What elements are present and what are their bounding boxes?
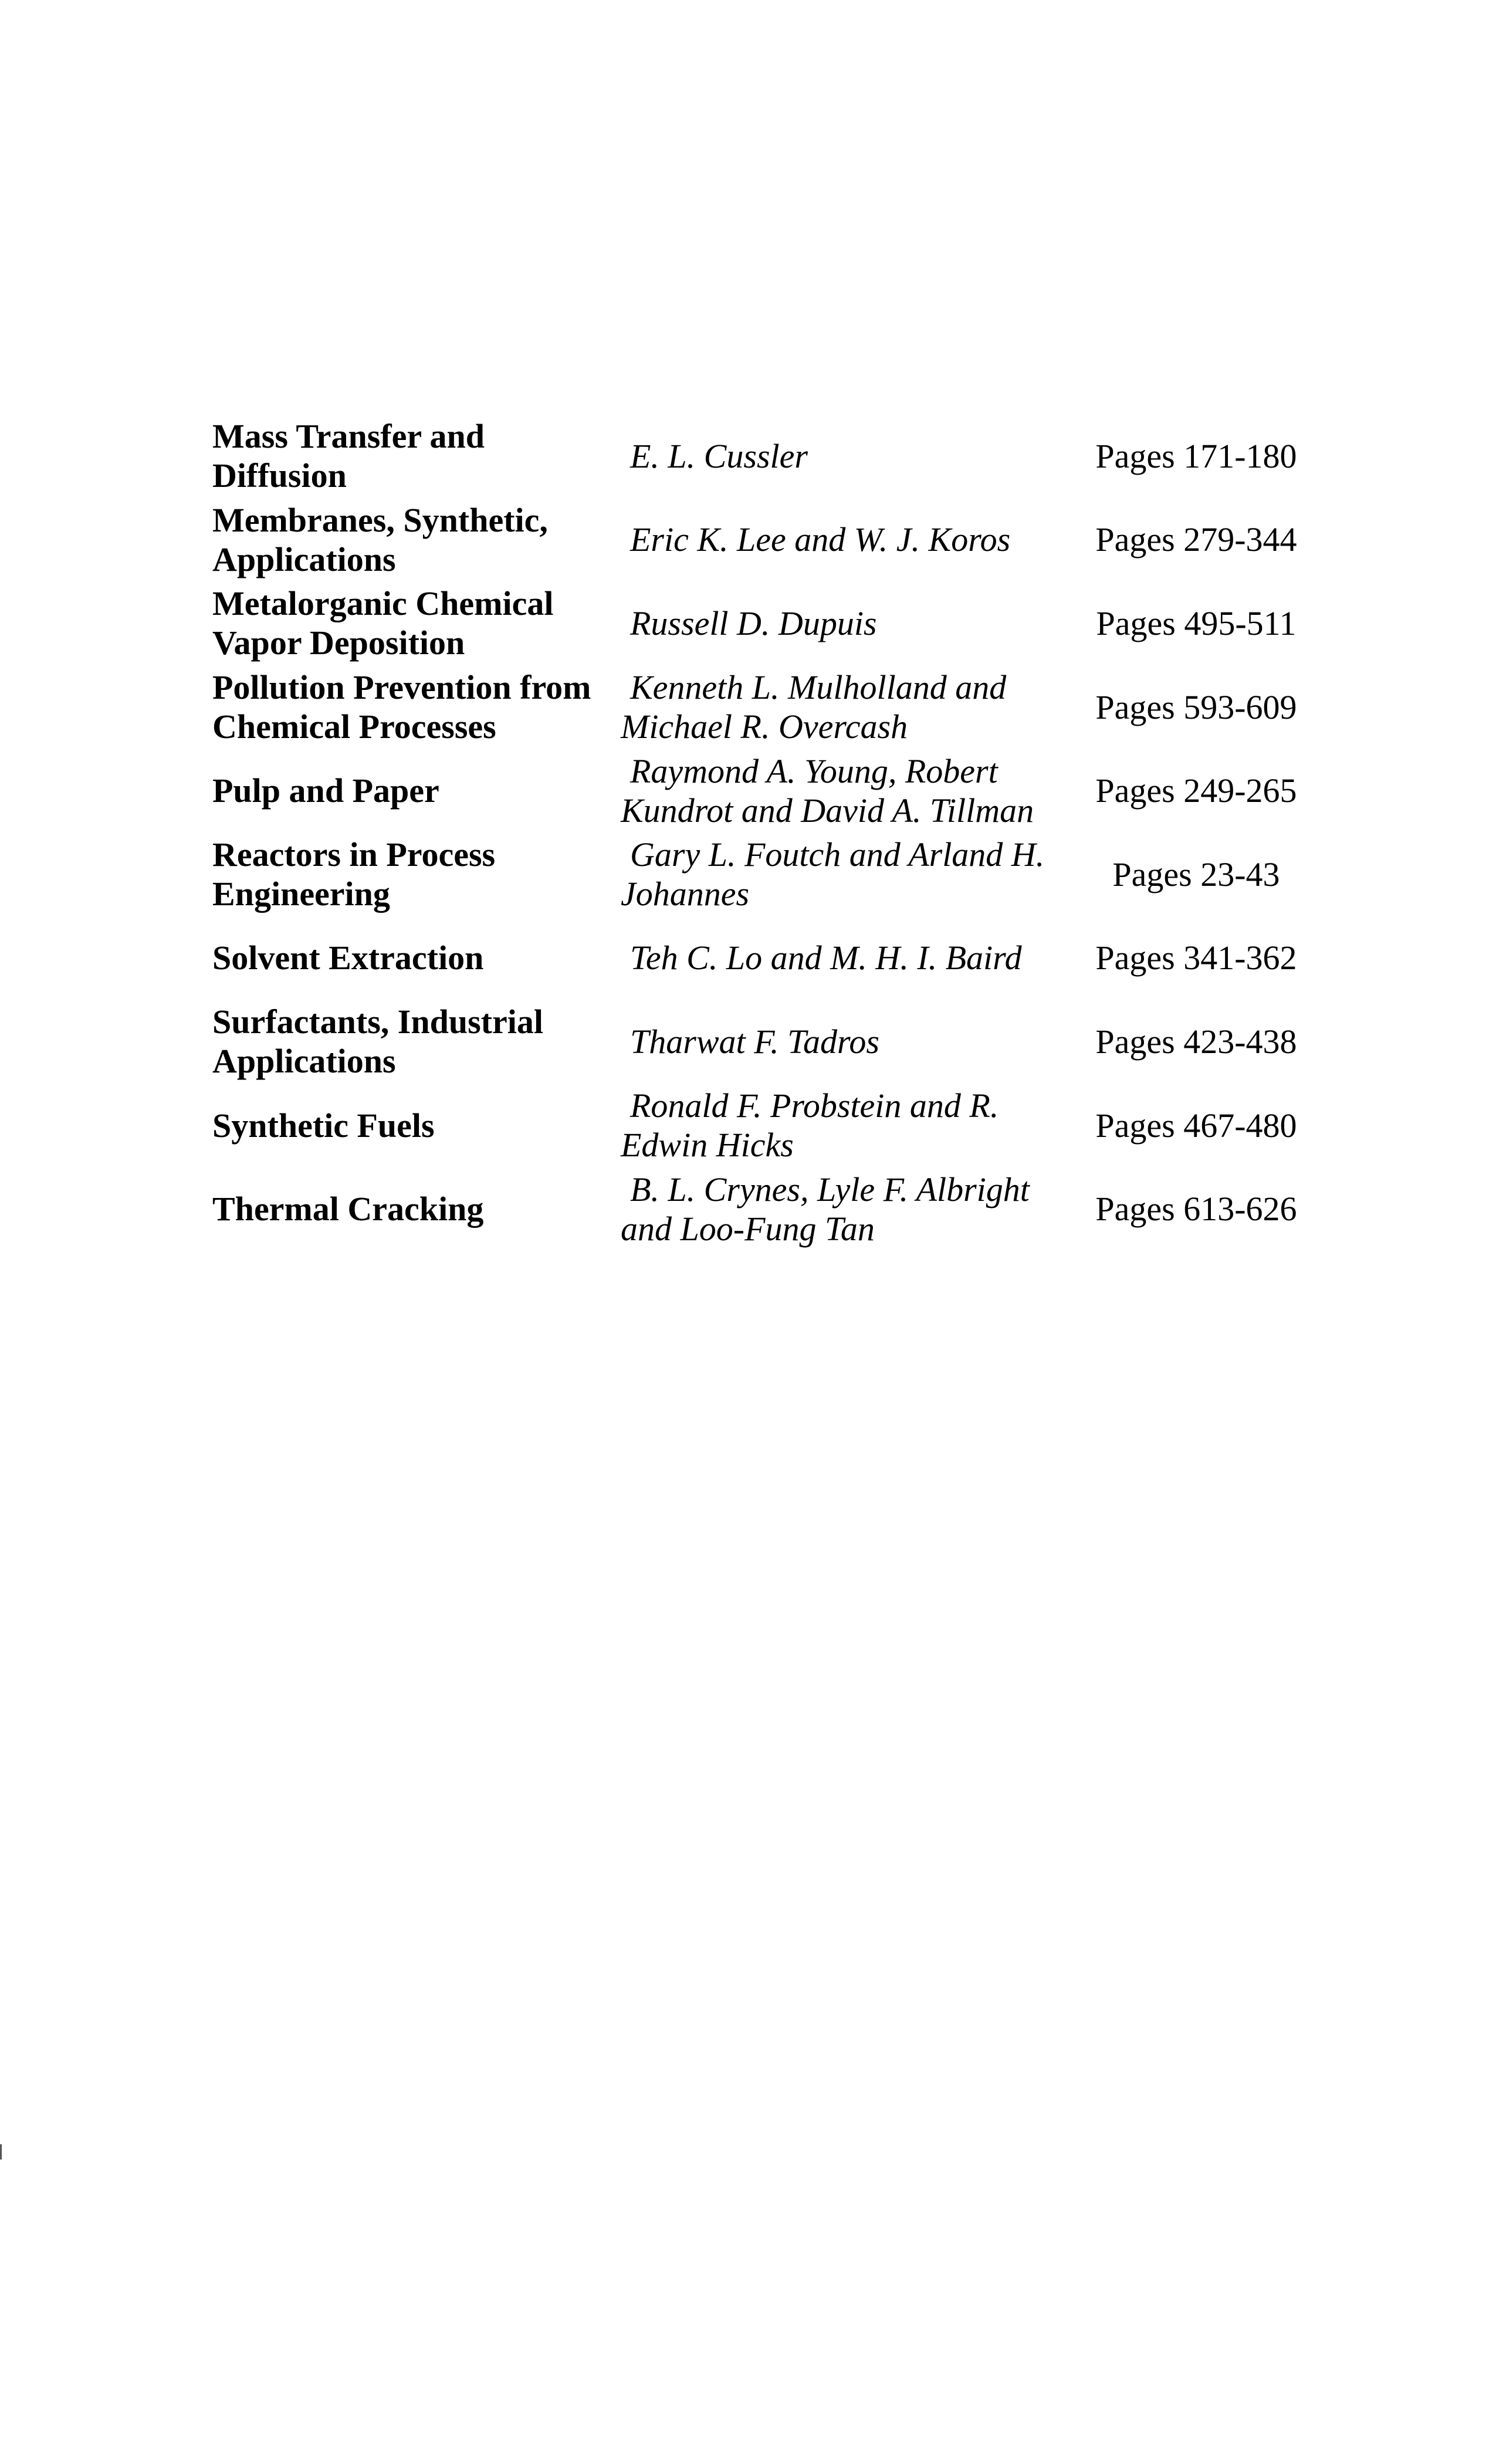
entry-author: B. L. Crynes, Lyle F. Albright and Loo-Fung Tan xyxy=(621,1170,1030,1248)
entry-pages: Pages 593-609 xyxy=(1095,688,1297,726)
entry-author: Eric K. Lee and W. J. Koros xyxy=(630,520,1011,559)
entry-author: Ronald F. Probstein and R. Edwin Hicks xyxy=(621,1087,999,1165)
entry-pages: Pages 467-480 xyxy=(1095,1106,1297,1145)
toc-entry xyxy=(212,916,1315,1000)
entry-author: Kenneth L. Mulholland and Michael R. Overcash xyxy=(621,668,1007,746)
entry-title: Pulp and Paper xyxy=(212,771,439,810)
entry-author: Russell D. Dupuis xyxy=(630,604,877,642)
entry-author: Tharwat F. Tadros xyxy=(630,1022,880,1061)
entry-title: Synthetic Fuels xyxy=(212,1106,435,1145)
entry-title: Metalorganic Chemical Vapor Deposition xyxy=(212,584,554,662)
entry-author: Raymond A. Young, Robert Kundrot and David A. Tillman xyxy=(621,752,1034,830)
entry-pages: Pages 279-344 xyxy=(1095,520,1297,559)
entry-pages: Pages 171-180 xyxy=(1095,436,1297,475)
entry-title: Reactors in Process Engineering xyxy=(212,835,496,913)
entry-pages: Pages 613-626 xyxy=(1095,1190,1297,1228)
entry-author: Gary L. Foutch and Arland H. Johannes xyxy=(621,835,1045,913)
toc-entry xyxy=(212,1000,1315,1084)
toc-entry xyxy=(212,1167,1315,1251)
toc-entry xyxy=(212,498,1315,582)
toc-entry xyxy=(212,581,1315,665)
entry-title: Pollution Prevention from Chemical Processes xyxy=(212,668,591,746)
entry-pages: Pages 249-265 xyxy=(1095,771,1297,810)
table-of-contents xyxy=(212,414,1315,1251)
toc-entry xyxy=(212,749,1315,832)
entry-pages: Pages 423-438 xyxy=(1095,1022,1297,1061)
entry-author: E. L. Cussler xyxy=(630,436,808,475)
toc-entry xyxy=(212,414,1315,498)
entry-pages: Pages 341-362 xyxy=(1095,939,1297,977)
entry-pages: Pages 23-43 xyxy=(1112,855,1280,893)
entry-title: Surfactants, Industrial Applications xyxy=(212,1003,543,1081)
entry-title: Solvent Extraction xyxy=(212,939,484,977)
entry-title: Thermal Cracking xyxy=(212,1190,484,1228)
scan-edge-mark xyxy=(0,2144,2,2160)
entry-title: Membranes, Synthetic, Applications xyxy=(212,500,548,578)
entry-author: Teh C. Lo and M. H. I. Baird xyxy=(630,939,1022,977)
entry-title: Mass Transfer and Diffusion xyxy=(212,417,485,495)
toc-entry xyxy=(212,832,1315,916)
toc-entry xyxy=(212,665,1315,749)
toc-entry xyxy=(212,1084,1315,1167)
entry-pages: Pages 495-511 xyxy=(1096,604,1297,642)
